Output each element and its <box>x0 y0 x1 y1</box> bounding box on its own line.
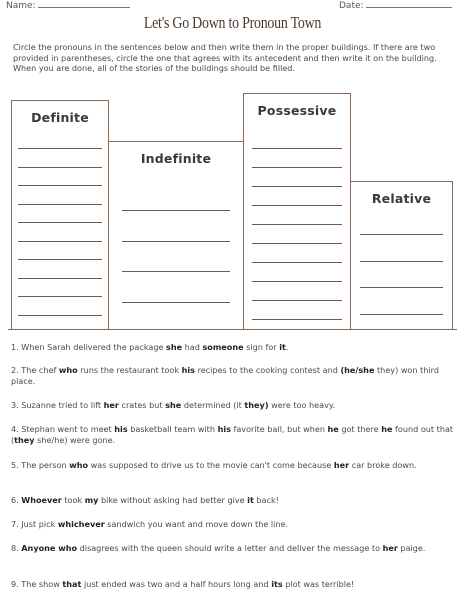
sentence-text: they) won third place. <box>11 365 439 386</box>
date-label: Date: <box>339 1 364 11</box>
sentence-2 <box>11 365 457 387</box>
sentence-text: 8. <box>11 543 22 553</box>
sentence-text: determined (it <box>181 400 245 410</box>
pronoun[interactable]: she <box>165 400 182 410</box>
name-field[interactable] <box>6 0 130 11</box>
answer-line[interactable] <box>360 234 443 235</box>
pronoun[interactable]: who <box>69 460 89 470</box>
answer-line[interactable] <box>18 241 102 242</box>
sentence-text: sign for <box>243 342 280 352</box>
sentence-text: recipes to the cooking contest and <box>195 365 341 375</box>
sentence-5 <box>11 460 457 471</box>
sentence-text: she/he) were gone. <box>34 435 116 445</box>
pronoun[interactable]: (he/she <box>340 365 375 375</box>
answer-line[interactable] <box>122 241 230 242</box>
sentence-text: 1. When Sarah delivered the package <box>11 342 167 352</box>
sentence-3 <box>11 400 457 411</box>
sentence-text: took <box>61 495 85 505</box>
sentence-text: . <box>285 342 289 352</box>
answer-line[interactable] <box>252 186 342 187</box>
sentence-text: 7. Just pick <box>11 519 58 529</box>
name-blank[interactable] <box>38 0 130 8</box>
sentence-text: 9. The show <box>11 579 63 589</box>
sentence-text: bike without asking had better give <box>98 495 248 505</box>
sentence-text: paige. <box>397 543 426 553</box>
answer-line[interactable] <box>18 167 102 168</box>
pronoun[interactable]: his <box>114 424 128 434</box>
sentence-text: plot was terrible! <box>282 579 355 589</box>
building-definite <box>11 100 109 330</box>
building-relative <box>350 181 453 330</box>
sentence-text: 5. The person <box>11 460 70 470</box>
building-label-relative: Relative <box>371 191 432 206</box>
pronoun[interactable]: his <box>217 424 231 434</box>
pronoun[interactable]: her <box>333 460 350 470</box>
pronoun[interactable]: he <box>381 424 393 434</box>
pronoun[interactable]: she <box>166 342 183 352</box>
answer-line[interactable] <box>252 224 342 225</box>
sentence-text: disagrees with the queen should write a letter and deliver the message to <box>77 543 383 553</box>
pronoun[interactable]: its <box>271 579 283 589</box>
sentence-text: 4. Stephan went to meet <box>11 424 115 434</box>
pronoun[interactable]: it <box>279 342 286 352</box>
pronoun[interactable]: someone <box>202 342 244 352</box>
building-possessive <box>243 93 351 330</box>
pronoun[interactable]: he <box>327 424 339 434</box>
answer-line[interactable] <box>252 262 342 263</box>
pronoun[interactable]: my <box>84 495 99 505</box>
pronoun[interactable]: it <box>247 495 254 505</box>
answer-line[interactable] <box>360 287 443 288</box>
sentence-text: 3. Suzanne tried to lift <box>11 400 104 410</box>
answer-line[interactable] <box>360 261 443 262</box>
pronoun[interactable]: Whoever <box>21 495 62 505</box>
worksheet-title: Let's Go Down to Pronoun Town <box>143 13 322 32</box>
answer-line[interactable] <box>252 300 342 301</box>
answer-line[interactable] <box>252 205 342 206</box>
sentence-text: were too heavy. <box>268 400 336 410</box>
building-label-indefinite: Indefinite <box>140 151 212 166</box>
sentence-text: favorite ball, but when <box>230 424 328 434</box>
sentence-4 <box>11 424 457 446</box>
answer-line[interactable] <box>252 281 342 282</box>
sentence-text: basketball team with <box>127 424 218 434</box>
answer-line[interactable] <box>122 271 230 272</box>
building-label-definite: Definite <box>31 110 89 125</box>
sentence-text: had <box>182 342 203 352</box>
answer-line[interactable] <box>252 148 342 149</box>
sentence-text: runs the restaurant took <box>77 365 182 375</box>
sentence-1 <box>11 342 457 353</box>
sentence-text: 6. <box>11 495 22 505</box>
sentence-text: sandwich you want and move down the line. <box>104 519 289 529</box>
pronoun[interactable]: her <box>103 400 119 410</box>
sentence-7 <box>11 519 457 530</box>
answer-line[interactable] <box>18 278 102 279</box>
answer-line[interactable] <box>252 243 342 244</box>
answer-line[interactable] <box>18 222 102 223</box>
pronoun[interactable]: they) <box>244 400 269 410</box>
answer-line[interactable] <box>18 259 102 260</box>
pronoun[interactable]: that <box>62 579 82 589</box>
sentence-text: 2. The chef <box>11 365 59 375</box>
name-label: Name: <box>6 1 36 11</box>
building-label-possessive: Possessive <box>257 103 337 118</box>
answer-line[interactable] <box>18 148 102 149</box>
sentence-6 <box>11 495 457 506</box>
answer-line[interactable] <box>122 210 230 211</box>
ground-line <box>8 329 457 330</box>
pronoun[interactable]: his <box>181 365 195 375</box>
pronoun[interactable]: who <box>58 365 78 375</box>
sentence-text: just ended was two and a half hours long and <box>81 579 272 589</box>
answer-line[interactable] <box>252 167 342 168</box>
sentence-text: was supposed to drive us to the movie can't come because <box>88 460 334 470</box>
sentence-text: crates but <box>118 400 166 410</box>
sentence-text: back! <box>253 495 279 505</box>
sentence-text: car broke down. <box>349 460 417 470</box>
answer-line[interactable] <box>18 296 102 297</box>
answer-line[interactable] <box>18 204 102 205</box>
answer-line[interactable] <box>360 314 443 315</box>
answer-line[interactable] <box>18 315 102 316</box>
sentence-9 <box>11 579 457 590</box>
pronoun[interactable]: they <box>14 435 35 445</box>
pronoun[interactable]: her <box>382 543 398 553</box>
answer-line[interactable] <box>18 185 102 186</box>
answer-line[interactable] <box>252 319 342 320</box>
pronoun[interactable]: whichever <box>57 519 105 529</box>
answer-line[interactable] <box>122 302 230 303</box>
pronoun[interactable]: Anyone who <box>21 543 78 553</box>
sentence-text: found out that ( <box>11 424 454 445</box>
sentence-text: got there <box>338 424 382 434</box>
date-blank[interactable] <box>366 0 452 8</box>
date-field[interactable] <box>339 0 452 11</box>
sentence-8 <box>11 543 457 554</box>
building-indefinite <box>108 141 244 330</box>
instructions: Circle the pronouns in the sentences below and then write them in the proper buildings. If there are two provided in parentheses, circle the one that agrees with its antecedent and then write it on the building. When you are done, all of the stories of the buildings should be filled. <box>13 42 437 74</box>
